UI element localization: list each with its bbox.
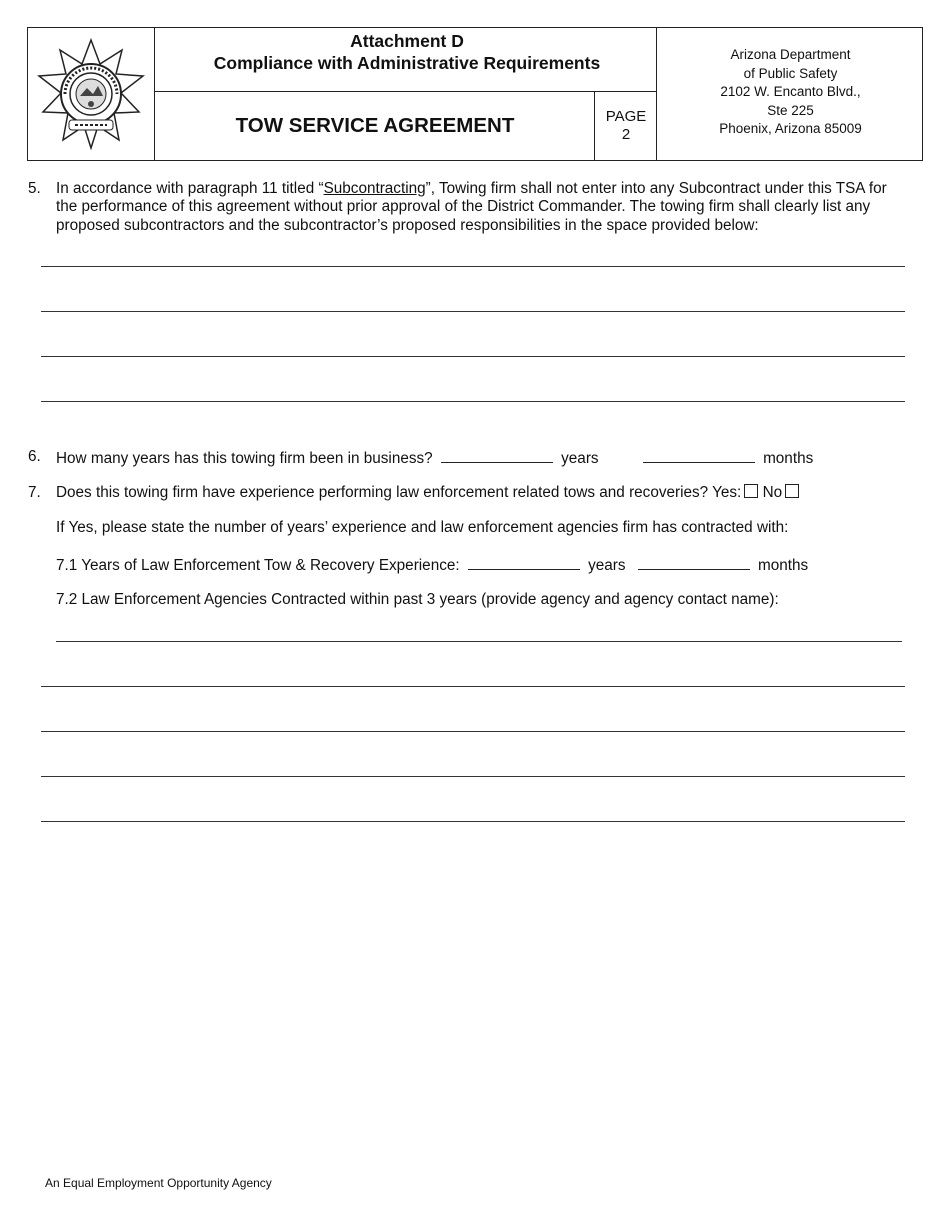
form-title	[156, 30, 658, 74]
agency-line[interactable]	[41, 731, 905, 732]
item-number: 5.	[28, 180, 41, 197]
address-line: Phoenix, Arizona 85009	[719, 121, 862, 136]
no-checkbox[interactable]	[785, 484, 799, 498]
subcontracting-reference: Subcontracting	[323, 180, 426, 197]
dps-star-seal-icon	[35, 38, 147, 150]
footer-text: An Equal Employment Opportunity Agency	[45, 1176, 272, 1190]
form-header	[27, 27, 923, 161]
agency-line[interactable]	[41, 821, 905, 822]
address-line: 2102 W. Encanto Blvd.,	[720, 84, 861, 99]
subcontractor-line[interactable]	[41, 356, 905, 357]
item72-question: 7.2 Law Enforcement Agencies Contracted within past 3 years (provide agency and agency contact name):	[56, 591, 779, 608]
years-in-business-field[interactable]	[441, 448, 553, 463]
subcontractor-line[interactable]	[41, 311, 905, 312]
page-number: 2	[621, 126, 631, 143]
item71-question: 7.1 Years of Law Enforcement Tow & Recovery Experience:	[56, 557, 460, 574]
years-label: years	[588, 557, 626, 574]
le-experience-years-field[interactable]	[468, 555, 580, 570]
item-number: 7.	[28, 484, 41, 501]
agency-line[interactable]	[41, 776, 905, 777]
item-number: 6.	[28, 448, 41, 465]
agency-line[interactable]	[41, 686, 905, 687]
agreement-title: TOW SERVICE AGREEMENT	[235, 114, 515, 137]
agency-line[interactable]	[56, 641, 902, 642]
months-label: months	[763, 450, 814, 467]
item6-row	[56, 448, 813, 468]
page-indicator	[595, 108, 657, 144]
no-label: No	[762, 484, 783, 501]
address-line: of Public Safety	[743, 65, 838, 81]
item5-text-before: In accordance with paragraph 11 titled “	[56, 180, 324, 197]
address-line: Arizona Department	[730, 47, 851, 62]
agency-address	[658, 46, 923, 139]
item5-text-after: ”, Towing firm shall not enter into any Subcontract under this TSA for the performance of this agreement without prior approval of the District Commander. The towing firm shall clearly list any proposed subcontractors and the subcontractor’s proposed responsibilities in the space provided below:	[56, 180, 887, 234]
address-line: Ste 225	[767, 102, 814, 118]
months-in-business-field[interactable]	[643, 448, 755, 463]
if-yes-instruction: If Yes, please state the number of years’ experience and law enforcement agencies firm has contracted with:	[56, 519, 789, 536]
le-experience-months-field[interactable]	[638, 555, 750, 570]
subcontractor-line[interactable]	[41, 401, 905, 402]
header-divider	[154, 91, 656, 92]
years-label: years	[561, 450, 599, 467]
item7-row	[56, 484, 799, 502]
header-divider	[154, 28, 155, 160]
form-subtitle: Compliance with Administrative Requirements	[213, 53, 601, 73]
item7-question: Does this towing firm have experience performing law enforcement related tows and recoveries? Yes:	[56, 484, 742, 501]
item6-question: How many years has this towing firm been in business?	[56, 450, 433, 467]
subcontractor-line[interactable]	[41, 266, 905, 267]
item5-text	[56, 180, 911, 235]
yes-checkbox[interactable]	[744, 484, 758, 498]
attachment-label: Attachment D	[350, 31, 464, 51]
page-label: PAGE	[605, 108, 647, 125]
item71-row	[56, 555, 808, 575]
months-label: months	[758, 557, 809, 574]
